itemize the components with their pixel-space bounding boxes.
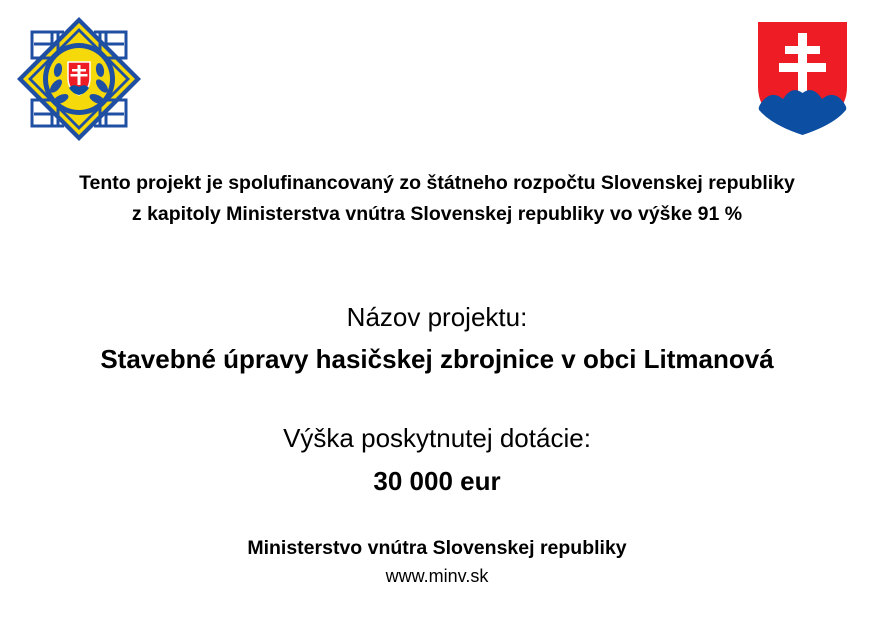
website-url: www.minv.sk — [385, 566, 489, 586]
grant-amount: 30 000 eur — [373, 466, 501, 496]
grant-amount-label: Výška poskytnutej dotácie: — [283, 423, 591, 453]
intro-line-2: z kapitoly Ministerstva vnútra Slovenskej republiky vo výške 91 % — [131, 203, 743, 225]
slovak-coat-of-arms-icon — [755, 19, 850, 137]
ministry-emblem-icon — [14, 14, 144, 144]
ministry-name: Ministerstvo vnútra Slovenskej republiky — [247, 537, 627, 559]
project-name: Stavebné úpravy hasičskej zbrojnice v obci Litmanová — [100, 344, 774, 374]
project-name-label: Názov projektu: — [346, 302, 528, 332]
intro-line-1: Tento projekt je spolufinancovaný zo štátneho rozpočtu Slovenskej republiky — [79, 172, 795, 194]
